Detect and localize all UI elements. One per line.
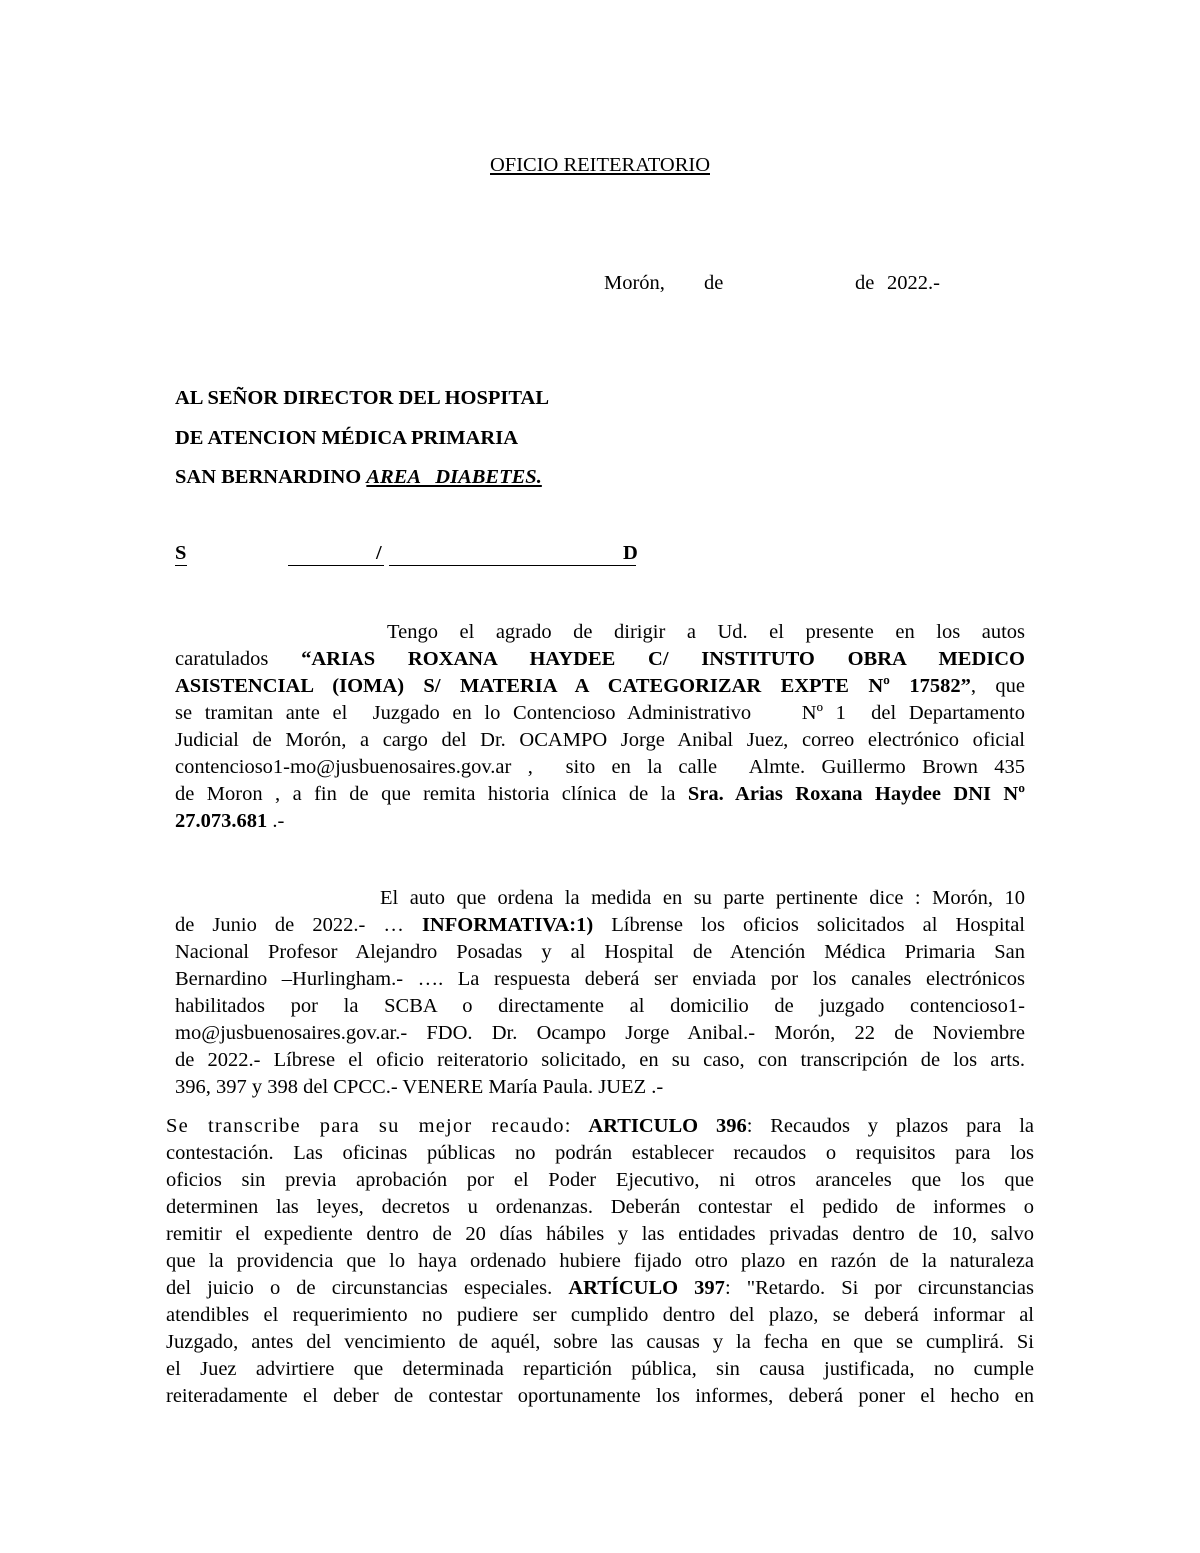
sd-underline-4 — [436, 565, 636, 566]
document-title: OFICIO REITERATORIO — [490, 154, 710, 176]
p2-line-5: habilitados por la SCBA o directamente al domicilio de juzgado contencioso1- — [175, 995, 1025, 1017]
addressee-line-2: DE ATENCION MÉDICA PRIMARIA — [175, 426, 519, 449]
p3-line-1c: : Recaudos y plazos para la — [746, 1115, 1034, 1137]
p1-case-title-a: “ARIAS ROXANA HAYDEE C/ INSTITUTO OBRA MEDICO — [301, 648, 1025, 670]
date-year: 2022.- — [887, 272, 940, 294]
addressee-area: AREA DIABETES. — [366, 466, 542, 488]
p2-line-2c: Líbrense los oficios solicitados al Hospital — [593, 914, 1026, 936]
p2-line-3: Nacional Profesor Alejandro Posadas y al Hospital de Atención Médica Primaria San — [175, 941, 1025, 963]
p3-line-6: que la providencia que lo haya ordenado hubiere fijado otro plazo en razón de la naturaleza — [166, 1250, 1034, 1272]
sd-slash: / — [376, 542, 382, 564]
p3-line-11: reiteradamente el deber de contestar oportunamente los informes, deberá poner el hecho en — [166, 1385, 1034, 1407]
p1-line-7a: de Moron , a fin de que remita historia clínica de la — [175, 783, 688, 805]
p1-line-3b: , que — [970, 675, 1025, 697]
addressee-line-3-text: SAN BERNARDINO — [175, 466, 367, 488]
paragraph-1 — [175, 619, 1025, 835]
p3-line-5: remitir el expediente dentro de 20 días hábiles y las entidades privadas dentro de 10, salvo — [166, 1223, 1034, 1245]
p3-line-10: el Juez advirtiere que determinada repartición pública, sin causa justificada, no cumple — [166, 1358, 1034, 1380]
p1-line-2a: caratulados — [175, 648, 302, 670]
p3-articulo-396: ARTICULO 396 — [571, 1115, 747, 1137]
p2-line-6: mo@jusbuenosaires.gov.ar.- FDO. Dr. Ocampo Jorge Anibal.- Morón, 22 de Noviembre — [175, 1022, 1025, 1044]
p3-line-4: determinen las leyes, decretos u ordenanzas. Deberán contestar el pedido de informes o — [166, 1196, 1034, 1218]
p1-line-5: Judicial de Morón, a cargo del Dr. OCAMPO Jorge Anibal Juez, correo electrónico oficial — [175, 729, 1025, 751]
p3-line-1a: Se transcribe para su mejor recaudo: — [166, 1115, 572, 1137]
p2-line-8: 396, 397 y 398 del CPCC.- VENERE María Paula. JUEZ .- — [175, 1076, 664, 1098]
p1-patient-name: Sra. Arias Roxana Haydee DNI Nº — [687, 783, 1025, 805]
sd-underline-3 — [389, 565, 436, 566]
sd-underline-2 — [288, 565, 384, 566]
p3-articulo-397: ARTÍCULO 397 — [568, 1277, 725, 1299]
p1-line-6: contencioso1-mo@jusbuenosaires.gov.ar , sito en la calle Almte. Guillermo Brown 435 — [175, 756, 1025, 778]
p2-informativa: INFORMATIVA:1) — [421, 914, 594, 936]
addressee-block — [175, 385, 549, 504]
p2-line-2a: de Junio de 2022.- … — [175, 914, 422, 936]
addressee-line-1: AL SEÑOR DIRECTOR DEL HOSPITAL — [175, 387, 550, 409]
date-line — [604, 270, 940, 432]
p2-line-7: de 2022.- Líbrese el oficio reiteratorio solicitado, en su caso, con transcripción de los arts. — [175, 1049, 1025, 1071]
date-city: Morón, — [604, 272, 665, 294]
sd-underline-1 — [175, 565, 187, 566]
p1-line-8b: .- — [267, 810, 285, 832]
paragraph-2 — [175, 885, 1025, 1101]
paragraph-3 — [166, 1113, 1034, 1410]
date-de-1: de — [704, 272, 724, 294]
salutation-sd — [175, 540, 645, 570]
p3-line-7c: : "Retardo. Si por circunstancias — [724, 1277, 1034, 1299]
sd-d: D — [623, 542, 638, 564]
p1-line-4: se tramitan ante el Juzgado en lo Contencioso Administrativo Nº 1 del Departamento — [175, 702, 1025, 724]
p3-line-9: Juzgado, antes del vencimiento de aquél, sobre las causas y la fecha en que se cumplirá. Si — [166, 1331, 1034, 1353]
p3-line-2: contestación. Las oficinas públicas no podrán establecer recaudos o requisitos para los — [166, 1142, 1034, 1164]
p2-line-4: Bernardino –Hurlingham.- …. La respuesta deberá ser enviada por los canales electrónicos — [175, 968, 1025, 990]
p1-dni: 27.073.681 — [175, 810, 268, 832]
p2-line-1: El auto que ordena la medida en su parte pertinente dice : Morón, 10 — [380, 887, 1025, 909]
p1-line-1: Tengo el agrado de dirigir a Ud. el presente en los autos — [387, 621, 1025, 643]
p3-line-7a: del juicio o de circunstancias especiales. — [166, 1277, 569, 1299]
p3-line-3: oficios sin previa aprobación por el Poder Ejecutivo, ni otros aranceles que los que — [166, 1169, 1034, 1191]
date-de-2: de — [855, 272, 875, 294]
sd-s: S — [175, 542, 187, 564]
p1-case-title-b: ASISTENCIAL (IOMA) S/ MATERIA A CATEGORIZAR EXPTE Nº 17582” — [175, 675, 971, 697]
p3-line-8: atendibles el requerimiento no pudiere ser cumplido dentro del plazo, se deberá informar al — [166, 1304, 1034, 1326]
addressee-line-3 — [175, 464, 549, 504]
